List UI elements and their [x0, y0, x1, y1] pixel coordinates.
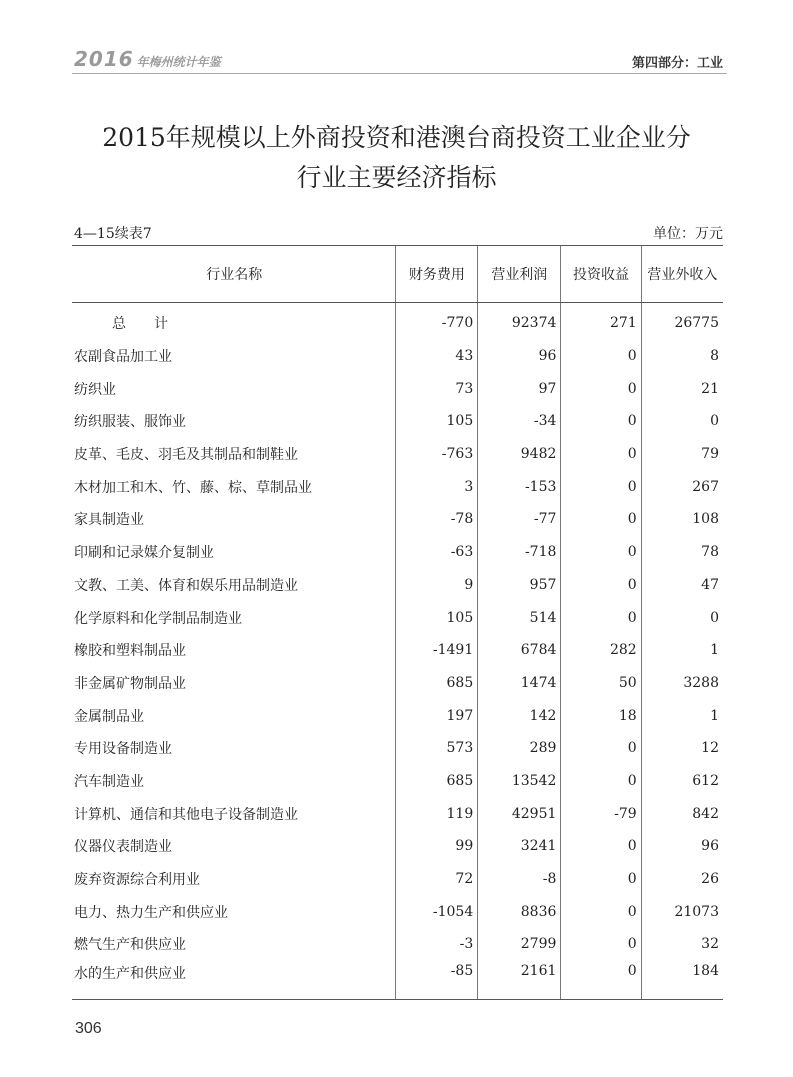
finance-cost-cell: 197: [396, 699, 478, 732]
industry-cell: 电力、热力生产和供应业: [74, 904, 228, 921]
non-operating-income-cell: 21073: [641, 895, 723, 928]
table-row: [72, 667, 723, 700]
industry-cell: 汽车制造业: [74, 773, 144, 790]
operating-profit-cell: 3241: [478, 830, 561, 863]
operating-profit-cell: 13542: [478, 765, 561, 798]
industry-cell: 纺织服装、服饰业: [74, 414, 186, 431]
operating-profit-cell: 92374: [478, 303, 561, 340]
operating-profit-cell: 289: [478, 732, 561, 765]
industry-cell: 专用设备制造业: [74, 741, 172, 758]
table-row: [72, 699, 723, 732]
table-row: [72, 797, 723, 830]
finance-cost-cell: 99: [396, 830, 478, 863]
investment-income-cell: 0: [561, 765, 641, 798]
finance-cost-cell: 43: [396, 340, 478, 373]
investment-income-cell: 0: [561, 928, 641, 961]
investment-income-cell: 0: [561, 536, 641, 569]
finance-cost-cell: -770: [396, 303, 478, 340]
operating-profit-cell: 97: [478, 372, 561, 405]
col-header-non-operating-income: 营业外收入: [641, 246, 723, 303]
industry-cell: 化学原料和化学制品制造业: [74, 610, 242, 627]
industry-cell: 非金属矿物制品业: [74, 675, 186, 692]
col-header-operating-profit: 营业利润: [478, 246, 561, 303]
finance-cost-cell: -63: [396, 536, 478, 569]
investment-income-cell: 271: [561, 303, 641, 340]
finance-cost-cell: 685: [396, 667, 478, 700]
industry-cell: 纺织业: [74, 381, 116, 398]
operating-profit-cell: 8836: [478, 895, 561, 928]
operating-profit-cell: 96: [478, 340, 561, 373]
table-row: [72, 634, 723, 667]
table-row: [72, 732, 723, 765]
title-line-2: 行业主要经济指标: [296, 163, 497, 192]
investment-income-cell: 18: [561, 699, 641, 732]
table-id: 4—15续表7: [74, 226, 152, 242]
industry-cell: 橡胶和塑料制品业: [74, 643, 186, 660]
investment-income-cell: 0: [561, 961, 641, 1000]
investment-income-cell: 0: [561, 372, 641, 405]
yearbook-name: 年梅州统计年鉴: [136, 55, 221, 69]
investment-income-cell: 282: [561, 634, 641, 667]
investment-income-cell: 0: [561, 405, 641, 438]
finance-cost-cell: -78: [396, 503, 478, 536]
operating-profit-cell: -153: [478, 470, 561, 503]
non-operating-income-cell: 32: [641, 928, 723, 961]
yearbook-year: 2016: [74, 47, 134, 71]
table-row: [72, 438, 723, 471]
finance-cost-cell: 573: [396, 732, 478, 765]
col-header-finance-cost: 财务费用: [396, 246, 478, 303]
industry-cell: 水的生产和供应业: [72, 961, 396, 1000]
investment-income-cell: 0: [561, 732, 641, 765]
operating-profit-cell: 42951: [478, 797, 561, 830]
non-operating-income-cell: 184: [641, 961, 723, 1000]
non-operating-income-cell: 612: [641, 765, 723, 798]
industry-cell: 总 计: [112, 316, 168, 333]
table-row: [72, 601, 723, 634]
operating-profit-cell: -77: [478, 503, 561, 536]
finance-cost-cell: 685: [396, 765, 478, 798]
investment-income-cell: 0: [561, 569, 641, 602]
investment-income-cell: 0: [561, 601, 641, 634]
non-operating-income-cell: 47: [641, 569, 723, 602]
industry-cell: 木材加工和木、竹、藤、棕、草制品业: [74, 479, 312, 496]
non-operating-income-cell: 8: [641, 340, 723, 373]
operating-profit-cell: -8: [478, 863, 561, 896]
table-row: [72, 340, 723, 373]
non-operating-income-cell: 267: [641, 470, 723, 503]
table-row: [72, 503, 723, 536]
non-operating-income-cell: 26: [641, 863, 723, 896]
operating-profit-cell: 1474: [478, 667, 561, 700]
total-row: [72, 303, 723, 340]
non-operating-income-cell: 21: [641, 372, 723, 405]
table-row: [72, 863, 723, 896]
yearbook-logo: [74, 47, 221, 71]
title-line-1: 2015年规模以上外商投资和港澳台商投资工业企业分: [102, 123, 691, 152]
non-operating-income-cell: 96: [641, 830, 723, 863]
operating-profit-cell: 6784: [478, 634, 561, 667]
finance-cost-cell: -3: [396, 928, 478, 961]
finance-cost-cell: 119: [396, 797, 478, 830]
investment-income-cell: 0: [561, 470, 641, 503]
non-operating-income-cell: 108: [641, 503, 723, 536]
table-header-row: [72, 246, 723, 303]
finance-cost-cell: -1054: [396, 895, 478, 928]
industry-cell: 农副食品加工业: [74, 349, 172, 366]
operating-profit-cell: -34: [478, 405, 561, 438]
non-operating-income-cell: 3288: [641, 667, 723, 700]
industry-cell: 金属制品业: [74, 708, 144, 725]
investment-income-cell: 0: [561, 895, 641, 928]
data-table: [72, 245, 723, 1000]
operating-profit-cell: 2161: [478, 961, 561, 1000]
table-row: [72, 961, 723, 1000]
finance-cost-cell: 73: [396, 372, 478, 405]
table-row: [72, 569, 723, 602]
table-row: [72, 895, 723, 928]
finance-cost-cell: 105: [396, 601, 478, 634]
operating-profit-cell: 957: [478, 569, 561, 602]
industry-cell: 燃气生产和供应业: [74, 937, 186, 954]
investment-income-cell: 0: [561, 863, 641, 896]
finance-cost-cell: 9: [396, 569, 478, 602]
investment-income-cell: -79: [561, 797, 641, 830]
finance-cost-cell: 3: [396, 470, 478, 503]
non-operating-income-cell: 12: [641, 732, 723, 765]
non-operating-income-cell: 79: [641, 438, 723, 471]
industry-cell: 文教、工美、体育和娱乐用品制造业: [74, 577, 298, 594]
investment-income-cell: 0: [561, 438, 641, 471]
page-title: [0, 118, 793, 198]
non-operating-income-cell: 0: [641, 405, 723, 438]
table-row: [72, 928, 723, 961]
industry-cell: 仪器仪表制造业: [74, 839, 172, 856]
header-rule: [72, 73, 727, 74]
operating-profit-cell: 2799: [478, 928, 561, 961]
non-operating-income-cell: 1: [641, 699, 723, 732]
industry-cell: 皮革、毛皮、羽毛及其制品和制鞋业: [74, 447, 298, 464]
col-header-industry: 行业名称: [72, 246, 396, 303]
finance-cost-cell: 105: [396, 405, 478, 438]
non-operating-income-cell: 26775: [641, 303, 723, 340]
investment-income-cell: 0: [561, 340, 641, 373]
table-row: [72, 405, 723, 438]
investment-income-cell: 0: [561, 503, 641, 536]
page-number: 306: [75, 1020, 102, 1037]
finance-cost-cell: 72: [396, 863, 478, 896]
table-row: [72, 536, 723, 569]
col-header-investment-income: 投资收益: [561, 246, 641, 303]
operating-profit-cell: 514: [478, 601, 561, 634]
industry-cell: 废弃资源综合利用业: [74, 872, 200, 889]
investment-income-cell: 50: [561, 667, 641, 700]
industry-cell: 印刷和记录媒介复制业: [74, 545, 214, 562]
non-operating-income-cell: 1: [641, 634, 723, 667]
unit-label: 单位：万元: [653, 226, 723, 242]
finance-cost-cell: -763: [396, 438, 478, 471]
section-label: 第四部分：工业: [631, 56, 723, 71]
table-row: [72, 830, 723, 863]
operating-profit-cell: -718: [478, 536, 561, 569]
industry-cell: 家具制造业: [74, 512, 144, 529]
table-row: [72, 765, 723, 798]
table-row: [72, 470, 723, 503]
finance-cost-cell: -1491: [396, 634, 478, 667]
operating-profit-cell: 9482: [478, 438, 561, 471]
non-operating-income-cell: 0: [641, 601, 723, 634]
industry-cell: 计算机、通信和其他电子设备制造业: [74, 806, 298, 823]
non-operating-income-cell: 78: [641, 536, 723, 569]
table-row: [72, 372, 723, 405]
non-operating-income-cell: 842: [641, 797, 723, 830]
operating-profit-cell: 142: [478, 699, 561, 732]
finance-cost-cell: -85: [396, 961, 478, 1000]
investment-income-cell: 0: [561, 830, 641, 863]
